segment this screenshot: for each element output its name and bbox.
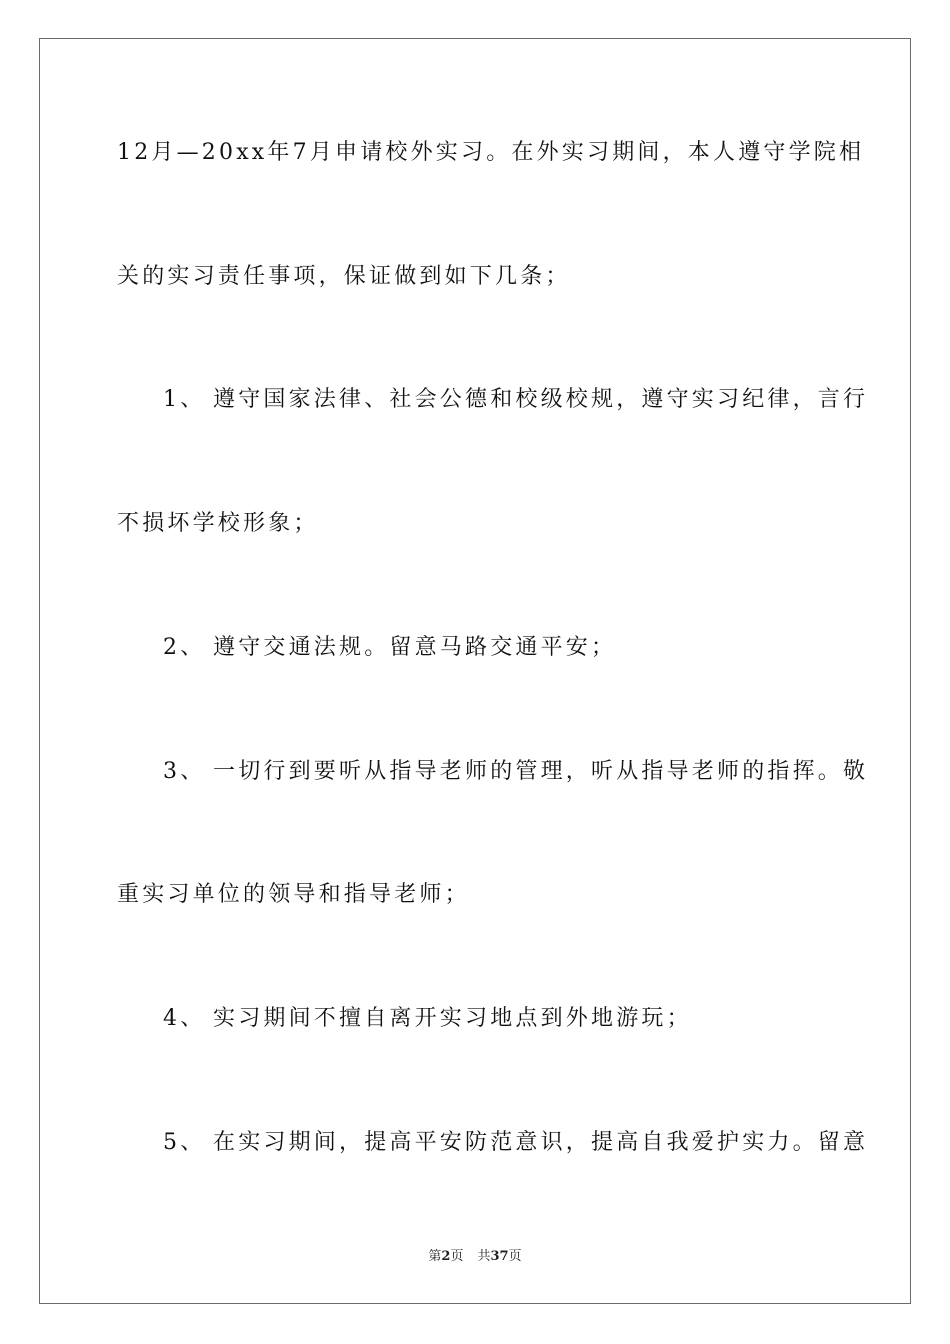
- list-item-text: 遵守交通法规。留意马路交通平安；: [213, 635, 617, 660]
- list-item-number: 2、: [163, 635, 206, 660]
- list-item: [163, 1004, 883, 1034]
- list-item-number: 4、: [163, 1006, 206, 1031]
- total-pages-label: 共37页: [477, 1249, 522, 1264]
- list-item-text: 遵守国家法律、社会公德和校级校规，遵守实习纪律，言行: [213, 387, 869, 412]
- list-item-number: 1、: [163, 387, 206, 412]
- body-line: 不损坏学校形象；: [117, 511, 319, 536]
- list-item: [163, 385, 883, 415]
- list-item-text: 实习期间不擅自离开实习地点到外地游玩；: [213, 1006, 692, 1031]
- page-frame: [39, 38, 911, 1304]
- total-pages: 37: [490, 1249, 509, 1264]
- list-item: [163, 757, 883, 787]
- list-item: [163, 633, 883, 663]
- page-footer: [0, 1248, 950, 1266]
- body-line: 重实习单位的领导和指导老师；: [117, 882, 470, 907]
- list-item-text: 在实习期间，提高平安防范意识，提高自我爱护实力。留意: [213, 1130, 869, 1155]
- list-item: [163, 1128, 883, 1158]
- page-number: 2: [441, 1249, 451, 1264]
- list-item-number: 3、: [163, 759, 206, 784]
- page-label: 第2页: [428, 1249, 464, 1264]
- body-line: 关的实习责任事项，保证做到如下几条；: [117, 264, 571, 289]
- list-item-number: 5、: [163, 1130, 206, 1155]
- list-item-text: 一切行到要听从指导老师的管理，听从指导老师的指挥。敬: [213, 759, 869, 784]
- body-line: 12月—20xx年7月申请校外实习。在外实习期间，本人遵守学院相: [117, 140, 865, 165]
